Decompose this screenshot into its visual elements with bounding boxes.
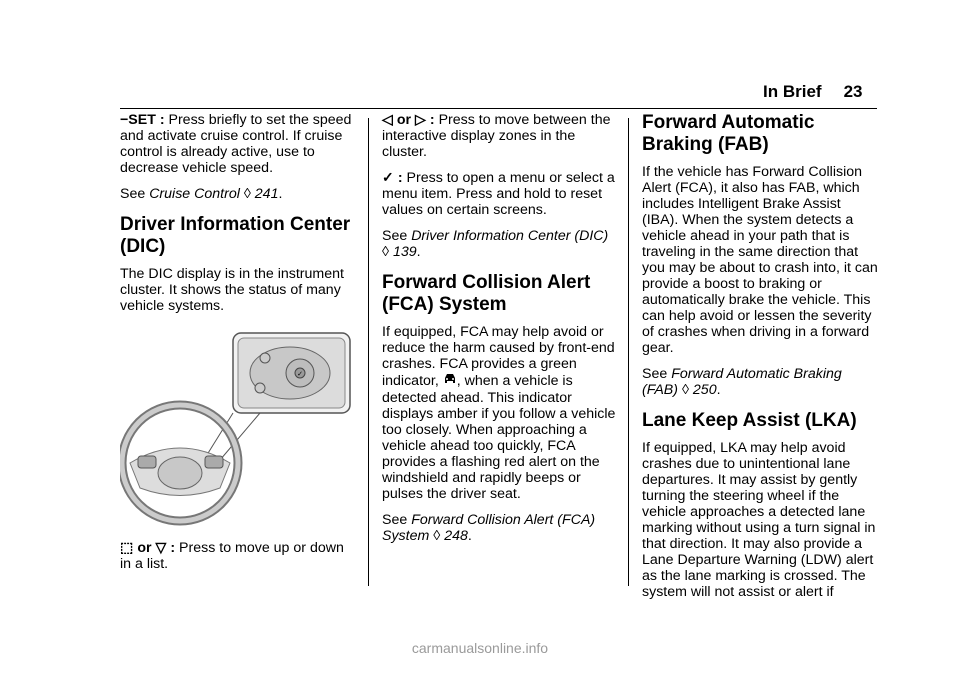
colon: : [170, 540, 176, 556]
column-1 [120, 112, 356, 582]
column-divider [368, 118, 369, 586]
fca-text-2: , when a vehicle is detected ahead. This indicator displays amber if you follow a vehicle too closely. When approaching a vehicle ahead too quickly, FCA provides a flashing red alert on the windshield and rapidly beeps or pulses the driver seat. [382, 372, 616, 502]
page-number: 23 [843, 82, 863, 101]
see-prefix: See [382, 228, 412, 244]
check-paragraph [382, 170, 618, 218]
up-arrow-icon: ⬚ [120, 540, 134, 556]
dic-heading: Driver Information Center (DIC) [120, 214, 351, 257]
lr-text: Press to move between the interactive display zones in the cluster. [382, 112, 611, 160]
svg-text:✓: ✓ [297, 370, 303, 378]
column-3 [642, 112, 878, 610]
cross-ref-link[interactable]: Cruise Control [149, 186, 240, 202]
cross-ref-link[interactable]: Driver Information Center (DIC) [411, 228, 609, 244]
vehicle-ahead-icon [443, 372, 457, 390]
column-divider [628, 118, 629, 586]
lka-paragraph: If equipped, LKA may help avoid crashes due to unintentional lane departures. It may assist by gently turning the steering wheel if the vehicle approaches a detected lane marking without using a turn signal in that direction. It may also provide a Lane Departure Warning (LDW) alert as the lane marking is crossed. The system will not assist or alert if [642, 440, 876, 600]
see-cruise: See Cruise Control ◊ 241. [120, 186, 283, 202]
column-2 [382, 112, 618, 554]
dic-paragraph: The DIC display is in the instrument cluster. It shows the status of many vehicle systems. [120, 266, 344, 314]
page-ref[interactable]: 241 [254, 186, 279, 202]
page-ref[interactable]: 250 [692, 382, 717, 398]
down-arrow-icon: ▽ [155, 540, 167, 556]
fab-heading: Forward Automatic Braking (FAB) [642, 112, 815, 155]
page-ref-icon: ◊ [243, 186, 251, 202]
page-ref-icon: ◊ [681, 382, 689, 398]
colon: : [397, 170, 403, 186]
page-ref-icon: ◊ [382, 244, 390, 260]
colon: : [429, 112, 435, 128]
watermark: carmanualsonline.info [411, 640, 549, 656]
see-fab: See Forward Automatic Braking (FAB) ◊ 250. [642, 366, 842, 398]
fca-text-1: If equipped, FCA may help avoid or reduce the harm caused by front-end crashes. FCA provides a green indicator, [382, 324, 615, 389]
see-prefix: See [120, 186, 150, 202]
page-header [763, 82, 862, 102]
see-fca: See Forward Collision Alert (FCA) System ◊ 248. [382, 512, 596, 544]
check-text: Press to open a menu or select a menu item. Press and hold to reset values on certain screens. [382, 170, 615, 218]
section-title: In Brief [763, 82, 822, 101]
page-ref[interactable]: 139 [392, 244, 417, 260]
page-ref-icon: ◊ [433, 528, 441, 544]
header-rule [120, 108, 877, 109]
or-label: or [396, 112, 412, 128]
cross-ref-link[interactable]: Forward Automatic Braking (FAB) [642, 366, 842, 398]
fca-paragraph [382, 324, 618, 502]
set-paragraph [120, 112, 356, 176]
lr-paragraph [382, 112, 618, 160]
set-text: Press briefly to set the speed and activate cruise control. If cruise control is already active, use to decrease vehicle speed. [120, 112, 352, 176]
updown-text: Press to move up or down in a list. [120, 540, 344, 572]
see-dic: See Driver Information Center (DIC) ◊ 139. [382, 228, 609, 260]
see-prefix: See [642, 366, 672, 382]
left-arrow-icon: ◁ [382, 112, 393, 128]
lka-heading: Lane Keep Assist (LKA) [642, 410, 857, 431]
updown-paragraph [120, 540, 356, 572]
or-label: or [137, 540, 152, 556]
steering-wheel-figure [120, 328, 356, 528]
set-label: −SET : [120, 112, 165, 128]
fab-paragraph: If the vehicle has Forward Collision Alert (FCA), it also has FAB, which includes Intelligent Brake Assist (IBA). When the system detects a vehicle ahead in your path that is traveling in the same direction that you may be about to crash into, it can provide a boost to braking or automatically brake the vehicle. This can help avoid or lessen the severity of crashes when driving in a forward gear. [642, 164, 878, 356]
fca-heading: Forward Collision Alert (FCA) System [382, 272, 591, 315]
right-arrow-icon: ▷ [415, 112, 426, 128]
checkmark-icon: ✓ [382, 170, 394, 186]
see-prefix: See [382, 512, 412, 528]
page-ref[interactable]: 248 [444, 528, 468, 544]
cross-ref-link[interactable]: Forward Collision Alert (FCA) System [382, 512, 596, 544]
